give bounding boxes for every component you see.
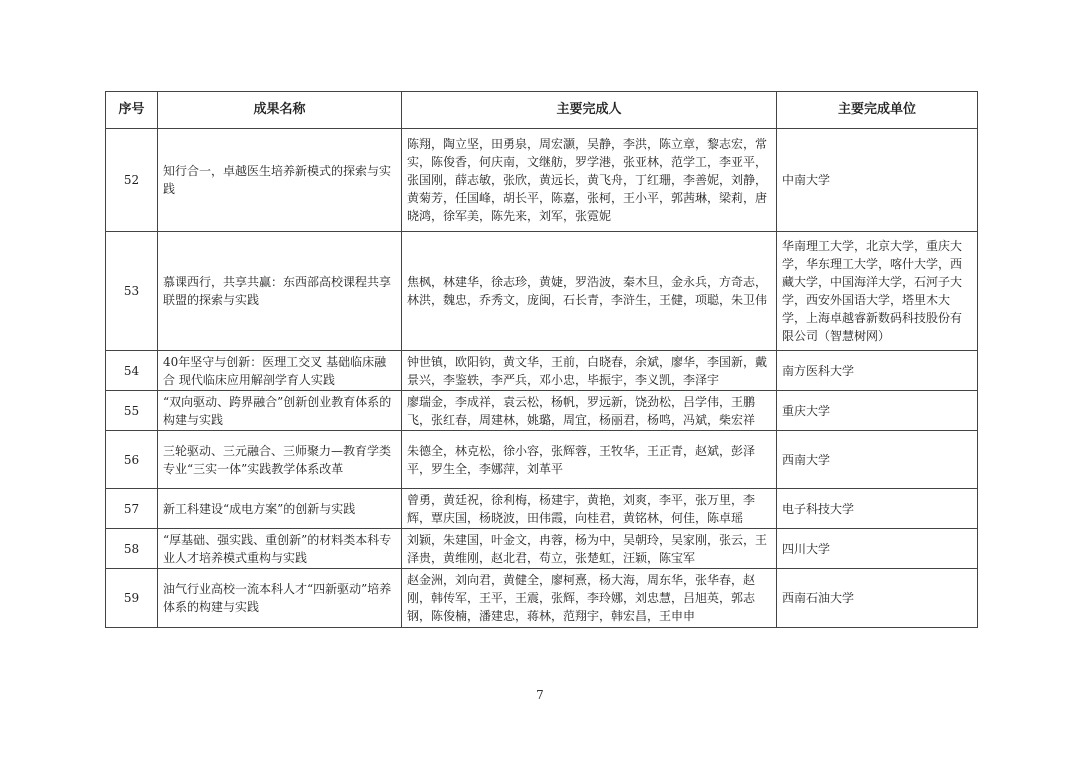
table-row <box>106 431 978 489</box>
row-no: 59 <box>106 569 158 628</box>
header-name: 成果名称 <box>158 92 402 129</box>
achievements-table <box>105 91 978 628</box>
row-name: 知行合一，卓越医生培养新模式的探索与实践 <box>158 129 402 232</box>
row-no: 56 <box>106 431 158 489</box>
row-name: 新工科建设“成电方案”的创新与实践 <box>158 489 402 529</box>
row-people: 焦枫，林建华，徐志珍，黄婕，罗浩波，秦木旦，金永兵，方奇志，林洪，魏忠，乔秀文，庞闽，石长青，李浒生，王健，项聪，朱卫伟 <box>402 232 777 351</box>
row-people: 曾勇，黄廷祝，徐利梅，杨建宇，黄艳，刘爽，李平，张万里，李辉，覃庆国，杨晓波，田伟霞，向桂君，黄铭林，何佳，陈卓瑶 <box>402 489 777 529</box>
row-no: 55 <box>106 391 158 431</box>
row-name: 慕课西行，共享共赢：东西部高校课程共享联盟的探索与实践 <box>158 232 402 351</box>
row-name: 三轮驱动、三元融合、三师聚力—教育学类专业“三实一体”实践教学体系改革 <box>158 431 402 489</box>
table-row <box>106 391 978 431</box>
table-row <box>106 232 978 351</box>
table-row <box>106 529 978 569</box>
header-people: 主要完成人 <box>402 92 777 129</box>
row-unit: 重庆大学 <box>777 391 978 431</box>
row-unit: 电子科技大学 <box>777 489 978 529</box>
row-people: 刘颖，朱建国，叶金文，冉蓉，杨为中，吴朝玲，吴家刚，张云，王泽贵，黄维刚，赵北君，苟立，张楚虹，汪颖，陈宝军 <box>402 529 777 569</box>
row-name: “厚基础、强实践、重创新”的材料类本科专业人才培养模式重构与实践 <box>158 529 402 569</box>
row-people: 钟世镇，欧阳钧，黄文华，王前，白晓春，余斌，廖华，李国新，戴景兴，李鉴轶，李严兵，邓小忠，毕振宇，李义凯，李泽宇 <box>402 351 777 391</box>
table-row <box>106 489 978 529</box>
row-no: 58 <box>106 529 158 569</box>
row-name: 油气行业高校一流本科人才“四新驱动”培养体系的构建与实践 <box>158 569 402 628</box>
row-no: 52 <box>106 129 158 232</box>
row-unit: 南方医科大学 <box>777 351 978 391</box>
page-number: 7 <box>536 688 544 702</box>
table-row <box>106 351 978 391</box>
row-no: 54 <box>106 351 158 391</box>
row-people: 赵金洲，刘向君，黄健全，廖柯熹，杨大海，周东华，张华春，赵刚，韩传军，王平，王震，张辉，李玲娜，刘忠慧，吕旭英，郭志钢，陈俊楠，潘建忠，蒋林，范翔宇，韩宏昌，王申申 <box>402 569 777 628</box>
row-unit: 西南大学 <box>777 431 978 489</box>
row-name: 40年坚守与创新：医理工交叉 基础临床融合 现代临床应用解剖学育人实践 <box>158 351 402 391</box>
row-unit: 四川大学 <box>777 529 978 569</box>
row-unit: 中南大学 <box>777 129 978 232</box>
row-no: 53 <box>106 232 158 351</box>
row-name: “双向驱动、跨界融合”创新创业教育体系的构建与实践 <box>158 391 402 431</box>
header-unit: 主要完成单位 <box>777 92 978 129</box>
row-people: 陈翔，陶立坚，田勇泉，周宏灏，吴静，李洪，陈立章，黎志宏，常实，陈俊香，何庆南，文继舫，罗学港，张亚林，范学工，李亚平，张国刚，薛志敏，张欣，黄远长，黄飞舟，丁红珊，李善妮，刘静，黄菊芳，任国峰，胡长平，陈嘉，张柯，王小平，郭茜琳，梁莉，唐晓鸿，徐军美，陈先来，刘军，张霓妮 <box>402 129 777 232</box>
row-people: 朱德全，林克松，徐小容，张辉蓉，王牧华，王正青，赵斌，彭泽平，罗生全，李娜萍，刘革平 <box>402 431 777 489</box>
row-unit: 华南理工大学，北京大学，重庆大学，华东理工大学，喀什大学，西藏大学，中国海洋大学，石河子大学，西安外国语大学，塔里木大学，上海卓越睿新数码科技股份有限公司（智慧树网） <box>777 232 978 351</box>
row-no: 57 <box>106 489 158 529</box>
header-no: 序号 <box>106 92 158 129</box>
table-row <box>106 129 978 232</box>
header-row <box>106 92 978 129</box>
row-unit: 西南石油大学 <box>777 569 978 628</box>
row-people: 廖瑞金，李成祥，袁云松，杨帆，罗远新，饶劲松，吕学伟，王鹏飞，张红春，周建林，姚璐，周宜，杨丽君，杨鸣，冯斌，柴宏祥 <box>402 391 777 431</box>
table-row <box>106 569 978 628</box>
